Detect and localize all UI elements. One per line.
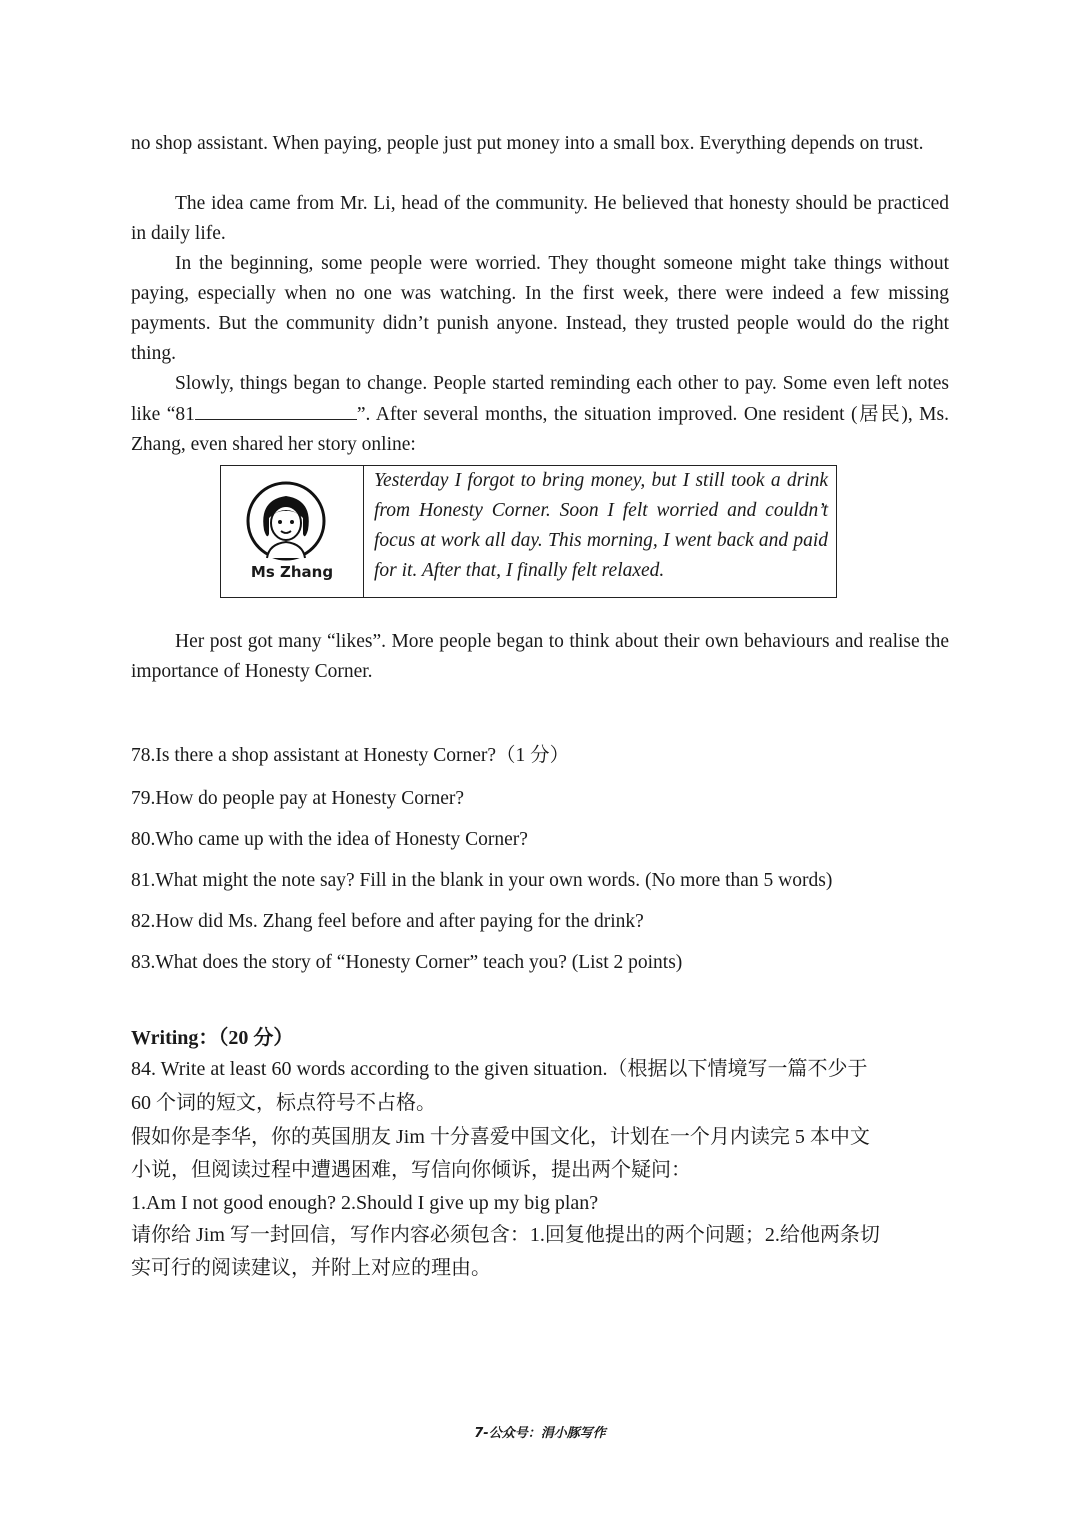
writing-line-3: 假如你是李华，你的英国朋友 Jim 十分喜爱中国文化，计划在一个月内读完 5 本中文	[131, 1126, 870, 1148]
avatar-name-label: Ms Zhang	[250, 563, 334, 581]
passage-paragraph-3: In the beginning, some people were worried. They thought someone might take things without paying, especially when no one was watching. In the first week, there were indeed a few missing payments. But the community didn’t punish anyone. Instead, they trusted people would do the right thing.	[131, 253, 949, 364]
writing-line-4: 小说，但阅读过程中遭遇困难，写信向你倾诉，提出两个疑问：	[131, 1159, 691, 1181]
writing-line-6: 请你给 Jim 写一封回信，写作内容必须包含：1.回复他提出的两个问题；2.给他两条切	[131, 1224, 880, 1246]
ms-zhang-portrait-cell	[221, 466, 364, 597]
writing-line-2: 60 个词的短文，标点符号不占格。	[131, 1092, 436, 1114]
page-footer: 7-公众号：涓小豚写作	[474, 1426, 606, 1441]
writing-line-5: 1.Am I not good enough? 2.Should I give up my big plan?	[131, 1192, 599, 1214]
question-82: 82.How did Ms. Zhang feel before and after paying for the drink?	[131, 911, 644, 932]
question-79: 79.How do people pay at Honesty Corner?	[131, 788, 465, 809]
passage-paragraph-4	[131, 369, 949, 460]
writing-line-7: 实可行的阅读建议，并附上对应的理由。	[131, 1257, 491, 1279]
answer-blank-81	[195, 399, 357, 420]
question-81: 81.What might the note say? Fill in the blank in your own words. (No more than 5 words)	[131, 870, 833, 891]
girl-avatar-icon	[245, 480, 327, 562]
question-83: 83.What does the story of “Honesty Corner” teach you? (List 2 points)	[131, 952, 683, 973]
question-78: 78.Is there a shop assistant at Honesty Corner?（1 分）	[131, 745, 570, 766]
writing-line-1: 84. Write at least 60 words according to the given situation.（根据以下情境写一篇不少于	[131, 1058, 868, 1080]
paragraph-4-end: ”. After several months, the situation improved. One resident (居民), Ms. Zhang, even shared her story online:	[131, 404, 949, 455]
writing-heading: Writing：（20 分）	[131, 1027, 294, 1049]
passage-paragraph-2: The idea came from Mr. Li, head of the community. He believed that honesty should be practiced in daily life.	[131, 193, 949, 244]
question-80: 80.Who came up with the idea of Honesty Corner?	[131, 829, 528, 850]
paragraph-4-start: Slowly, things began to change. People started reminding each other to pay. Some even left notes like “81	[131, 373, 949, 425]
passage-paragraph-1: no shop assistant. When paying, people just put money into a small box. Everything depends on trust.	[131, 133, 924, 154]
ms-zhang-story-text: Yesterday I forgot to bring money, but I still took a drink from Honesty Corner. Soon I felt worried and couldn’t focus at work all day. This morning, I went back and paid for it. After that, I finally felt relaxed.	[374, 470, 828, 581]
passage-paragraph-5: Her post got many “likes”. More people began to think about their own behaviours and realise the importance of Honesty Corner.	[131, 631, 949, 682]
ms-zhang-story-box	[220, 465, 837, 598]
